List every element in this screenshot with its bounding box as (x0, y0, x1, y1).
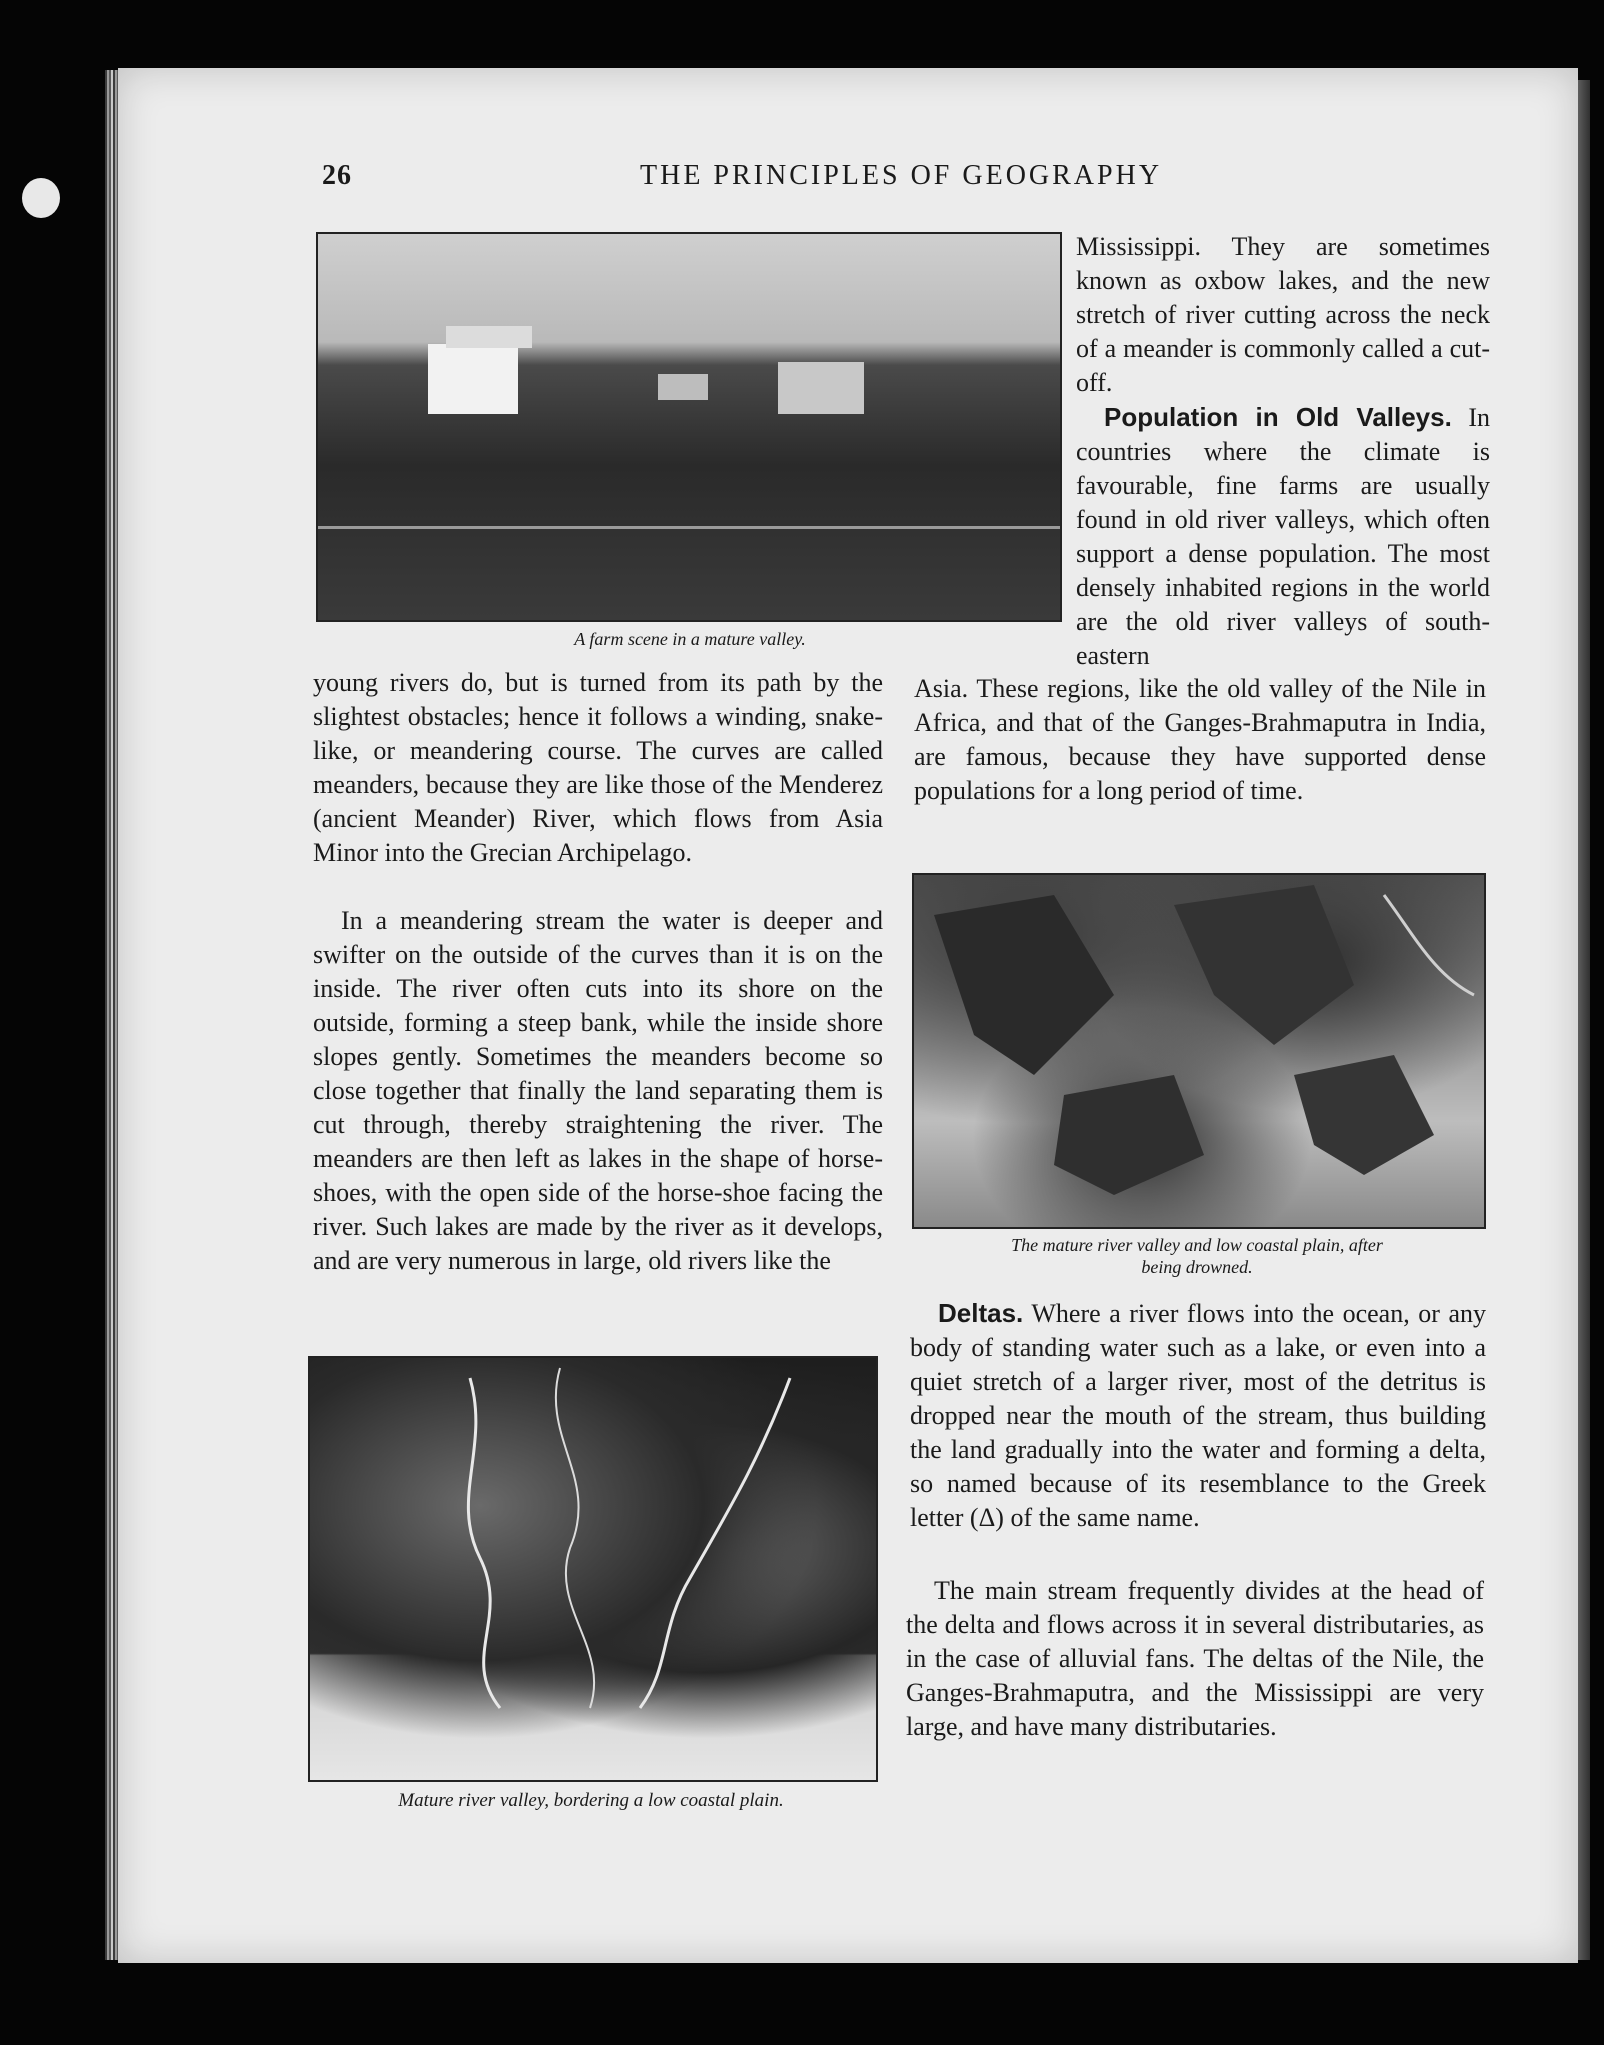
farm-scene-photo (316, 232, 1062, 622)
deltas-text: Where a river flows into the ocean, or any body of standing water such as a lake, or even into a quiet stretch of a larger river, most of the detritus is dropped near the mouth of the stream, thus building the land gradually into the water and forming a delta, so named because of its resemblance to the Greek letter (Δ) of the same name. (910, 1299, 1486, 1532)
deltas-heading: Deltas. (938, 1298, 1024, 1328)
drowned-shapes (914, 875, 1484, 1227)
fence-line (318, 526, 1060, 529)
river-lines (310, 1358, 876, 1780)
population-heading: Population in Old Valleys. (1104, 402, 1452, 432)
drowned-caption-line-1: The mature river valley and low coastal plain, after (1011, 1235, 1383, 1255)
barn (778, 362, 864, 414)
population-paragraph-wide: Asia. These regions, like the old valley of the Nile in Africa, and that of the Ganges-Brahmaputra in India, are famous, because they have supported dense populations for a long period of time. (914, 674, 1486, 805)
farmhouse (428, 344, 518, 414)
farm-caption: A farm scene in a mature valley. (574, 629, 806, 649)
coastal-caption: Mature river valley, bordering a low coastal plain. (398, 1790, 784, 1811)
drowned-caption-line-2: being drowned. (1141, 1257, 1253, 1277)
farmhouse-roof (446, 326, 532, 348)
population-paragraph-top (1076, 400, 1490, 673)
left-paragraph-1: young rivers do, but is turned from its path by the slightest obstacles; hence it follows a winding, snake-like, or meandering course. The curves are called meanders, because they are like those of the Menderez (ancient Meander) River, which flows from Asia Minor into the Grecian Archipelago. (313, 668, 883, 867)
drowned-valley-photo (912, 873, 1486, 1229)
right-paragraph-oxbow: Mississippi. They are sometimes known as oxbow lakes, and the new stretch of river cutting across the neck of a meander is commonly called a cut-off. (1076, 232, 1490, 397)
left-paragraph-2: In a meandering stream the water is deeper and swifter on the outside of the curves than it is on the inside. The river often cuts into its shore on the outside, forming a steep bank, while the inside shore slopes gently. Sometimes the meanders become so close together that finally the land separating them is cut through, thereby straightening the river. The meanders are then left as lakes in the shape of horse-shoes, with the open side of the horse-shoe facing the river. Such lakes are made by the river as it develops, and are very numerous in large, old rivers like the (313, 906, 883, 1275)
population-text: In countries where the climate is favourable, fine farms are usually found in old river valleys, which often support a dense population. The most densely inhabited regions in the world are the old river valleys of south-eastern (1076, 403, 1490, 670)
running-title: THE PRINCIPLES OF GEOGRAPHY (640, 160, 1163, 191)
page-number: 26 (322, 160, 352, 191)
shed (658, 374, 708, 400)
deltas-paragraph (910, 1296, 1486, 1535)
coastal-plain-photo (308, 1356, 878, 1782)
distributaries-paragraph: The main stream frequently divides at the head of the delta and flows across it in several distributaries, as in the case of alluvial fans. The deltas of the Nile, the Ganges-Brahmaputra, and the Mississippi are very large, and have many distributaries. (906, 1576, 1484, 1741)
margin-speck (22, 178, 60, 218)
